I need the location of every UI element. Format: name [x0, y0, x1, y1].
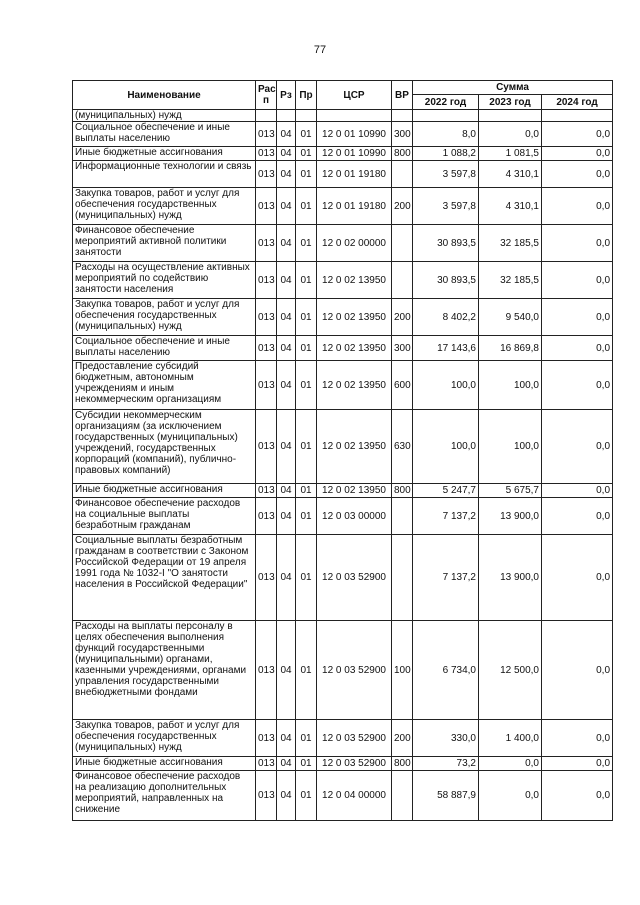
cell-vr: 300: [392, 336, 413, 361]
cell-pr: 01: [296, 535, 317, 621]
table-row: [73, 336, 613, 361]
cell-name: Иные бюджетные ассигнования: [73, 757, 256, 771]
cell-csr: 12 0 02 13950: [317, 484, 392, 498]
cell-vr: 200: [392, 188, 413, 225]
cell-rz: 04: [277, 535, 296, 621]
cell-vr: [392, 498, 413, 535]
cell-2023: 0,0: [479, 122, 542, 147]
cell-rasp: 013: [256, 336, 277, 361]
cell-vr: 800: [392, 757, 413, 771]
cell-csr: 12 0 03 52900: [317, 535, 392, 621]
cell-vr: [392, 225, 413, 262]
cell-vr: [392, 535, 413, 621]
cell-rasp: 013: [256, 299, 277, 336]
cell-vr: [392, 771, 413, 821]
cell-vr: 800: [392, 147, 413, 161]
cell-rasp: 013: [256, 484, 277, 498]
cell-rasp: 013: [256, 262, 277, 299]
cell-name: Иные бюджетные ассигнования: [73, 147, 256, 161]
cell-vr: 300: [392, 122, 413, 147]
cell-2023: 4 310,1: [479, 188, 542, 225]
table-row: [73, 225, 613, 262]
cell-pr: 01: [296, 484, 317, 498]
cell-name: Финансовое обеспечение расходов на реализацию дополнительных мероприятий, направленных на снижение: [73, 771, 256, 821]
table-row: [73, 147, 613, 161]
cell-rasp: 013: [256, 161, 277, 188]
cell-rasp: 013: [256, 410, 277, 484]
cell-pr: 01: [296, 188, 317, 225]
cell-name: Информационные технологии и связь: [73, 161, 256, 188]
cell-2024: 0,0: [542, 535, 613, 621]
table-row: [73, 122, 613, 147]
cell-rz: 04: [277, 757, 296, 771]
header-row: [73, 81, 613, 95]
cell-name: Расходы на осуществление активных мероприятий по содействию занятости населения: [73, 262, 256, 299]
cell-name: Социальное обеспечение и иные выплаты населению: [73, 336, 256, 361]
cell-pr: 01: [296, 361, 317, 410]
cell-rz: 04: [277, 299, 296, 336]
cell-rasp: 013: [256, 361, 277, 410]
cell-2022: [413, 110, 479, 122]
cell-2023: 12 500,0: [479, 621, 542, 720]
cell-pr: 01: [296, 771, 317, 821]
header-csr: ЦСР: [317, 81, 392, 110]
cell-2024: [542, 110, 613, 122]
table-row: [73, 410, 613, 484]
cell-2024: 0,0: [542, 299, 613, 336]
cell-rz: 04: [277, 225, 296, 262]
cell-2022: 17 143,6: [413, 336, 479, 361]
cell-2022: 6 734,0: [413, 621, 479, 720]
cell-2023: 32 185,5: [479, 262, 542, 299]
cell-rz: 04: [277, 262, 296, 299]
cell-vr: 630: [392, 410, 413, 484]
table-row: [73, 262, 613, 299]
cell-name: Финансовое обеспечение мероприятий активной политики занятости: [73, 225, 256, 262]
header-name: Наименование: [73, 81, 256, 110]
header-rz: Рз: [277, 81, 296, 110]
cell-csr: 12 0 01 10990: [317, 147, 392, 161]
cell-rasp: 013: [256, 147, 277, 161]
budget-table: [72, 80, 613, 821]
table-row: [73, 161, 613, 188]
cell-2022: 8 402,2: [413, 299, 479, 336]
cell-2024: 0,0: [542, 225, 613, 262]
cell-2024: 0,0: [542, 188, 613, 225]
cell-rasp: 013: [256, 720, 277, 757]
cell-2023: 13 900,0: [479, 535, 542, 621]
cell-pr: 01: [296, 720, 317, 757]
cell-2023: 9 540,0: [479, 299, 542, 336]
cell-rz: [277, 110, 296, 122]
cell-vr: [392, 262, 413, 299]
cell-rasp: 013: [256, 535, 277, 621]
cell-2023: [479, 110, 542, 122]
cell-2023: 32 185,5: [479, 225, 542, 262]
cell-2022: 30 893,5: [413, 225, 479, 262]
cell-2024: 0,0: [542, 161, 613, 188]
cell-name: Закупка товаров, работ и услуг для обеспечения государственных (муниципальных) нужд: [73, 720, 256, 757]
cell-name: (муниципальных) нужд: [73, 110, 256, 122]
cell-rz: 04: [277, 161, 296, 188]
cell-2022: 5 247,7: [413, 484, 479, 498]
cell-pr: 01: [296, 498, 317, 535]
cell-rasp: 013: [256, 122, 277, 147]
cell-vr: 100: [392, 621, 413, 720]
cell-csr: 12 0 04 00000: [317, 771, 392, 821]
cell-csr: 12 0 03 52900: [317, 621, 392, 720]
cell-2022: 58 887,9: [413, 771, 479, 821]
cell-pr: 01: [296, 122, 317, 147]
cell-vr: 800: [392, 484, 413, 498]
cell-rasp: 013: [256, 757, 277, 771]
cell-rz: 04: [277, 122, 296, 147]
cell-2024: 0,0: [542, 498, 613, 535]
cell-pr: 01: [296, 410, 317, 484]
cell-pr: 01: [296, 757, 317, 771]
cell-name: Иные бюджетные ассигнования: [73, 484, 256, 498]
cell-csr: 12 0 01 19180: [317, 161, 392, 188]
cell-pr: 01: [296, 621, 317, 720]
cell-name: Закупка товаров, работ и услуг для обеспечения государственных (муниципальных) нужд: [73, 299, 256, 336]
cell-vr: 200: [392, 299, 413, 336]
cell-2023: 0,0: [479, 757, 542, 771]
table-row: [73, 361, 613, 410]
cell-name: Расходы на выплаты персоналу в целях обеспечения выполнения функций государственными (муниципальными) органами, казенными учреждениями, органами управления государственными внебюджетными фондами: [73, 621, 256, 720]
cell-2023: 0,0: [479, 771, 542, 821]
cell-2024: 0,0: [542, 122, 613, 147]
header-2023: 2023 год: [479, 95, 542, 110]
table-row: [73, 720, 613, 757]
cell-pr: 01: [296, 262, 317, 299]
cell-2023: 4 310,1: [479, 161, 542, 188]
cell-rz: 04: [277, 484, 296, 498]
header-vr: ВР: [392, 81, 413, 110]
cell-2022: 3 597,8: [413, 161, 479, 188]
cell-csr: 12 0 01 19180: [317, 188, 392, 225]
cell-2022: 30 893,5: [413, 262, 479, 299]
cell-rasp: 013: [256, 621, 277, 720]
cell-rz: 04: [277, 361, 296, 410]
cell-vr: 600: [392, 361, 413, 410]
cell-2024: 0,0: [542, 484, 613, 498]
cell-name: Социальные выплаты безработным гражданам в соответствии с Законом Российской Федерации от 19 апреля 1991 года № 1032-I "О занятости населения в Российской Федерации": [73, 535, 256, 621]
cell-2024: 0,0: [542, 336, 613, 361]
cell-name: Предоставление субсидий бюджетным, автономным учреждениям и иным некоммерческим организациям: [73, 361, 256, 410]
cell-csr: 12 0 02 13950: [317, 262, 392, 299]
cell-2022: 7 137,2: [413, 498, 479, 535]
header-2024: 2024 год: [542, 95, 613, 110]
cell-rz: 04: [277, 410, 296, 484]
cell-name: Закупка товаров, работ и услуг для обеспечения государственных (муниципальных) нужд: [73, 188, 256, 225]
table-row: [73, 757, 613, 771]
cell-name: Субсидии некоммерческим организациям (за исключением государственных (муниципальных) учреждений, государственных корпораций (компаний), публично-правовых компаний): [73, 410, 256, 484]
cell-2024: 0,0: [542, 757, 613, 771]
cell-rz: 04: [277, 720, 296, 757]
cell-name: Социальное обеспечение и иные выплаты населению: [73, 122, 256, 147]
cell-rz: 04: [277, 498, 296, 535]
cell-2024: 0,0: [542, 771, 613, 821]
cell-csr: 12 0 01 10990: [317, 122, 392, 147]
cell-2024: 0,0: [542, 720, 613, 757]
header-pr: Пр: [296, 81, 317, 110]
table-row: [73, 771, 613, 821]
cell-pr: 01: [296, 161, 317, 188]
cell-csr: 12 0 03 00000: [317, 498, 392, 535]
cell-rz: 04: [277, 336, 296, 361]
cell-2022: 330,0: [413, 720, 479, 757]
cell-csr: 12 0 02 13950: [317, 410, 392, 484]
cell-csr: [317, 110, 392, 122]
cell-vr: [392, 161, 413, 188]
cell-rz: 04: [277, 147, 296, 161]
cell-rz: 04: [277, 771, 296, 821]
cell-csr: 12 0 02 00000: [317, 225, 392, 262]
cell-2023: 100,0: [479, 361, 542, 410]
cell-pr: 01: [296, 299, 317, 336]
cell-2024: 0,0: [542, 621, 613, 720]
cell-2022: 8,0: [413, 122, 479, 147]
table-row: [73, 484, 613, 498]
cell-name: Финансовое обеспечение расходов на социальные выплаты безработным гражданам: [73, 498, 256, 535]
cell-csr: 12 0 02 13950: [317, 336, 392, 361]
cell-rz: 04: [277, 621, 296, 720]
cell-2023: 1 081,5: [479, 147, 542, 161]
header-rasp: Рас п: [256, 81, 277, 110]
cell-rasp: 013: [256, 771, 277, 821]
table-row: [73, 621, 613, 720]
cell-2022: 7 137,2: [413, 535, 479, 621]
cell-2022: 100,0: [413, 410, 479, 484]
cell-rasp: 013: [256, 188, 277, 225]
cell-csr: 12 0 02 13950: [317, 361, 392, 410]
cell-csr: 12 0 03 52900: [317, 757, 392, 771]
cell-2023: 100,0: [479, 410, 542, 484]
cell-rasp: [256, 110, 277, 122]
cell-pr: 01: [296, 147, 317, 161]
cell-pr: 01: [296, 225, 317, 262]
cell-2023: 16 869,8: [479, 336, 542, 361]
cell-vr: [392, 110, 413, 122]
cell-2023: 13 900,0: [479, 498, 542, 535]
cell-rz: 04: [277, 188, 296, 225]
cell-2024: 0,0: [542, 361, 613, 410]
cell-2024: 0,0: [542, 147, 613, 161]
cell-2022: 3 597,8: [413, 188, 479, 225]
cell-vr: 200: [392, 720, 413, 757]
cell-2022: 100,0: [413, 361, 479, 410]
cell-pr: [296, 110, 317, 122]
cell-rasp: 013: [256, 225, 277, 262]
cell-2024: 0,0: [542, 262, 613, 299]
header-sum: Сумма: [413, 81, 613, 95]
cell-rasp: 013: [256, 498, 277, 535]
table-row: [73, 110, 613, 122]
header-2022: 2022 год: [413, 95, 479, 110]
cell-2022: 1 088,2: [413, 147, 479, 161]
table-row: [73, 188, 613, 225]
cell-csr: 12 0 03 52900: [317, 720, 392, 757]
cell-csr: 12 0 02 13950: [317, 299, 392, 336]
table-row: [73, 299, 613, 336]
table-row: [73, 498, 613, 535]
cell-2024: 0,0: [542, 410, 613, 484]
table-row: [73, 535, 613, 621]
cell-2023: 5 675,7: [479, 484, 542, 498]
cell-pr: 01: [296, 336, 317, 361]
cell-2023: 1 400,0: [479, 720, 542, 757]
page-number: 77: [313, 44, 327, 56]
cell-2022: 73,2: [413, 757, 479, 771]
